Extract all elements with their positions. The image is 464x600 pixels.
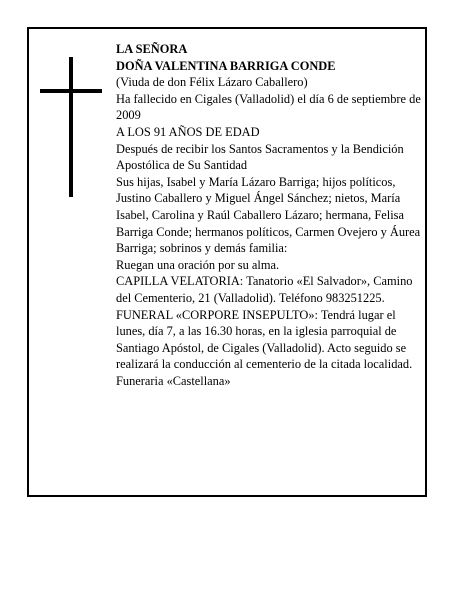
- funeral-info: FUNERAL «CORPORE INSEPULTO»: Tendrá lugar el lunes, día 7, a las 16.30 horas, en la iglesia parroquial de Santiago Apóstol, de Cigales (Valladolid). Acto seguido se realizará la conducción al cementerio de la citada localidad.: [116, 307, 413, 372]
- deceased-name: DOÑA VALENTINA BARRIGA CONDE: [116, 58, 336, 73]
- age-line: A LOS 91 AÑOS DE EDAD: [116, 124, 260, 139]
- cross-vertical-bar: [69, 57, 73, 197]
- chapel-info: CAPILLA VELATORIA: Tanatorio «El Salvador», Camino del Cementerio, 21 (Valladolid). Teléfono 983251225.: [116, 274, 413, 305]
- sacraments-line: Después de recibir los Santos Sacramentos y la Bendición Apostólica de Su Santidad: [116, 141, 404, 173]
- obituary-notice: [27, 27, 427, 497]
- notice-text: [116, 41, 426, 389]
- notice-title: LA SEÑORA: [116, 42, 188, 56]
- cross-horizontal-bar: [40, 89, 102, 93]
- family-list: Sus hijas, Isabel y María Lázaro Barriga; hijos políticos, Justino Caballero y Miguel Ángel Sánchez; nietos, María Isabel, Carolina y Raúl Caballero Lázaro; hermana, Felisa Barriga Conde; hermanos políticos, Carmen Ovejero y Áurea Barriga; sobrinos y demás familia:: [116, 174, 421, 256]
- death-announcement: Ha fallecido en Cigales (Valladolid) el día 6 de septiembre de 2009: [116, 91, 421, 123]
- widow-line: (Viuda de don Félix Lázaro Caballero): [116, 75, 308, 90]
- funeral-home: Funeraria «Castellana»: [116, 373, 231, 388]
- prayer-request: Ruegan una oración por su alma.: [116, 257, 280, 272]
